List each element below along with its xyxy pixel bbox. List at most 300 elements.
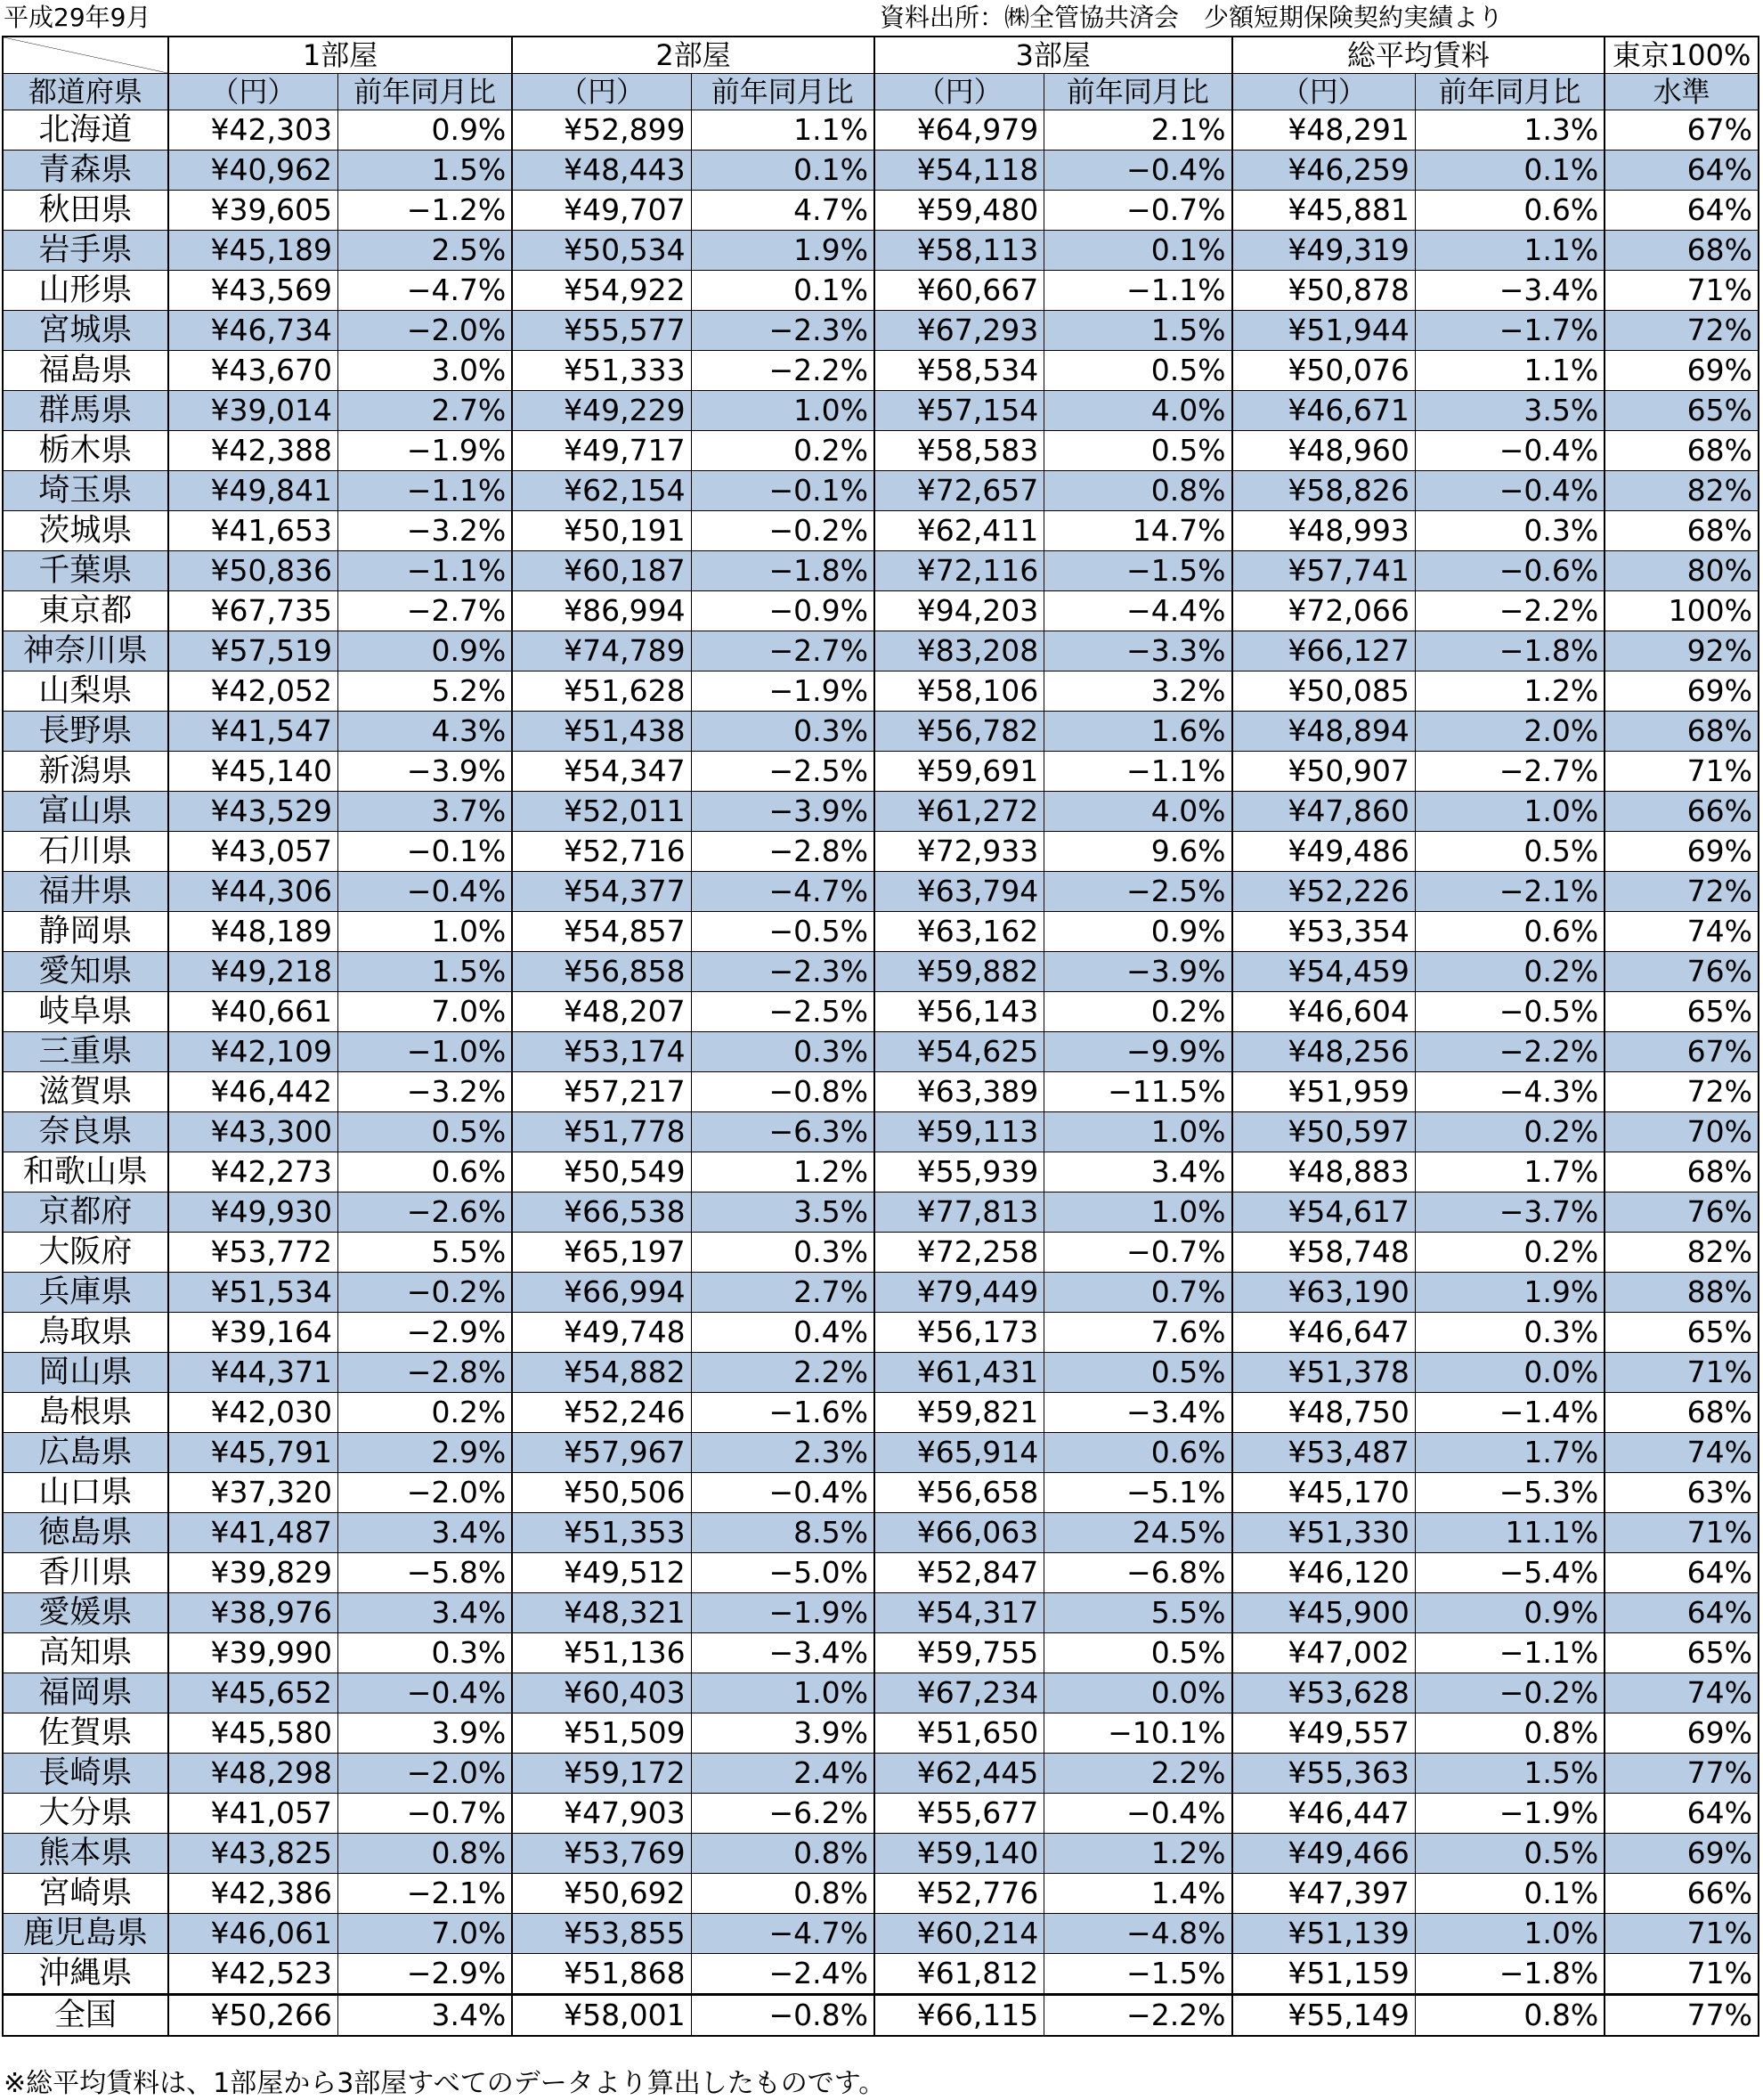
rent-2room-cell: ¥53,174 [512,1032,691,1072]
rent-1room-cell: ¥42,109 [168,1032,338,1072]
rent-avg-cell: ¥48,291 [1232,110,1416,151]
rent-2room-cell: ¥52,246 [512,1393,691,1433]
rent-2room-cell: ¥60,403 [512,1673,691,1713]
yoy-avg-cell: 3.5% [1415,391,1605,431]
yoy-2room-cell: −6.2% [691,1794,874,1834]
yoy-3room-cell: −2.2% [1044,1995,1232,2037]
rent-1room-cell: ¥42,052 [168,672,338,712]
col-header-2room-yoy: 前年同月比 [691,74,874,110]
yoy-3room-cell: −6.8% [1044,1553,1232,1593]
yoy-1room-cell: −2.0% [338,1473,513,1513]
rent-3room-cell: ¥63,162 [874,912,1044,952]
yoy-avg-cell: 1.5% [1415,1754,1605,1794]
yoy-2room-cell: 3.5% [691,1192,874,1233]
prefecture-cell: 全国 [3,1995,168,2037]
level-cell: 66% [1605,792,1759,832]
level-cell: 65% [1605,391,1759,431]
rent-avg-cell: ¥49,486 [1232,832,1416,872]
rent-3room-cell: ¥56,782 [874,712,1044,752]
yoy-2room-cell: −6.3% [691,1112,874,1152]
prefecture-cell: 富山県 [3,792,168,832]
yoy-3room-cell: 3.4% [1044,1152,1232,1192]
yoy-1room-cell: −0.1% [338,832,513,872]
yoy-2room-cell: −1.8% [691,551,874,591]
rent-1room-cell: ¥39,014 [168,391,338,431]
rent-1room-cell: ¥45,652 [168,1673,338,1713]
yoy-avg-cell: 0.2% [1415,1233,1605,1273]
yoy-3room-cell: −4.8% [1044,1914,1232,1954]
yoy-3room-cell: −9.9% [1044,1032,1232,1072]
yoy-avg-cell: 0.9% [1415,1593,1605,1633]
yoy-3room-cell: −0.7% [1044,1233,1232,1273]
rent-3room-cell: ¥67,293 [874,311,1044,351]
rent-avg-cell: ¥53,487 [1232,1433,1416,1473]
yoy-1room-cell: −0.4% [338,1673,513,1713]
rent-1room-cell: ¥43,825 [168,1834,338,1874]
level-cell: 64% [1605,1794,1759,1834]
yoy-avg-cell: 2.0% [1415,712,1605,752]
rent-2room-cell: ¥52,011 [512,792,691,832]
yoy-avg-cell: −2.7% [1415,752,1605,792]
prefecture-cell: 山梨県 [3,672,168,712]
rent-avg-cell: ¥48,256 [1232,1032,1416,1072]
table-row [3,311,1759,351]
rent-1room-cell: ¥38,976 [168,1593,338,1633]
yoy-3room-cell: 1.0% [1044,1112,1232,1152]
yoy-3room-cell: −5.1% [1044,1473,1232,1513]
rent-3room-cell: ¥55,677 [874,1794,1044,1834]
rent-avg-cell: ¥58,748 [1232,1233,1416,1273]
prefecture-cell: 埼玉県 [3,471,168,511]
level-cell: 68% [1605,231,1759,271]
yoy-3room-cell: 0.9% [1044,912,1232,952]
rent-1room-cell: ¥49,930 [168,1192,338,1233]
rent-3room-cell: ¥59,691 [874,752,1044,792]
corner-cell [3,37,168,74]
yoy-3room-cell: −2.5% [1044,872,1232,912]
prefecture-cell: 長野県 [3,712,168,752]
rent-avg-cell: ¥50,076 [1232,351,1416,391]
rent-2room-cell: ¥50,692 [512,1874,691,1914]
yoy-1room-cell: −1.9% [338,431,513,471]
yoy-3room-cell: 4.0% [1044,391,1232,431]
yoy-2room-cell: 0.4% [691,1313,874,1353]
rent-1room-cell: ¥45,580 [168,1713,338,1754]
table-row [3,712,1759,752]
rent-avg-cell: ¥46,647 [1232,1313,1416,1353]
yoy-2room-cell: 1.2% [691,1152,874,1192]
prefecture-cell: 島根県 [3,1393,168,1433]
rent-avg-cell: ¥72,066 [1232,591,1416,631]
rent-1room-cell: ¥41,057 [168,1794,338,1834]
prefecture-cell: 岡山県 [3,1353,168,1393]
rent-1room-cell: ¥41,653 [168,511,338,551]
table-row [3,231,1759,271]
rent-2room-cell: ¥66,994 [512,1273,691,1313]
yoy-1room-cell: −2.1% [338,1874,513,1914]
rent-1room-cell: ¥39,990 [168,1633,338,1673]
rent-3room-cell: ¥58,106 [874,672,1044,712]
rent-2room-cell: ¥55,577 [512,311,691,351]
yoy-1room-cell: −2.7% [338,591,513,631]
level-cell: 69% [1605,351,1759,391]
prefecture-cell: 滋賀県 [3,1072,168,1112]
yoy-avg-cell: −2.1% [1415,872,1605,912]
prefecture-cell: 千葉県 [3,551,168,591]
table-row [3,351,1759,391]
table-row [3,551,1759,591]
rent-3room-cell: ¥51,650 [874,1713,1044,1754]
yoy-3room-cell: −1.1% [1044,752,1232,792]
table-row [3,872,1759,912]
rent-avg-cell: ¥57,741 [1232,551,1416,591]
rent-avg-cell: ¥63,190 [1232,1273,1416,1313]
yoy-3room-cell: 3.2% [1044,672,1232,712]
yoy-avg-cell: 0.3% [1415,511,1605,551]
table-row [3,1633,1759,1673]
yoy-3room-cell: −3.4% [1044,1393,1232,1433]
yoy-3room-cell: 0.5% [1044,1353,1232,1393]
prefecture-cell: 新潟県 [3,752,168,792]
yoy-3room-cell: 24.5% [1044,1513,1232,1553]
report-date: 平成29年9月 [4,3,151,32]
rent-3room-cell: ¥72,933 [874,832,1044,872]
yoy-1room-cell: 2.9% [338,1433,513,1473]
yoy-1room-cell: −2.6% [338,1192,513,1233]
yoy-avg-cell: −3.7% [1415,1192,1605,1233]
yoy-2room-cell: 2.2% [691,1353,874,1393]
rent-2room-cell: ¥49,748 [512,1313,691,1353]
yoy-avg-cell: −0.6% [1415,551,1605,591]
rent-3room-cell: ¥72,258 [874,1233,1044,1273]
table-row [3,1473,1759,1513]
yoy-3room-cell: −0.7% [1044,191,1232,231]
level-cell: 67% [1605,1032,1759,1072]
yoy-2room-cell: −2.3% [691,952,874,992]
prefecture-cell: 石川県 [3,832,168,872]
rent-3room-cell: ¥59,480 [874,191,1044,231]
level-cell: 69% [1605,1713,1759,1754]
rent-2room-cell: ¥58,001 [512,1995,691,2037]
yoy-2room-cell: −5.0% [691,1553,874,1593]
table-row [3,1553,1759,1593]
table-row [3,1273,1759,1313]
yoy-1room-cell: −2.8% [338,1353,513,1393]
col-header-avg-yen: （円） [1232,74,1416,110]
yoy-avg-cell: −4.3% [1415,1072,1605,1112]
rent-2room-cell: ¥51,509 [512,1713,691,1754]
yoy-2room-cell: −2.7% [691,631,874,672]
rent-2room-cell: ¥51,136 [512,1633,691,1673]
yoy-2room-cell: 0.8% [691,1834,874,1874]
rent-3room-cell: ¥56,173 [874,1313,1044,1353]
rent-avg-cell: ¥48,894 [1232,712,1416,752]
level-cell: 82% [1605,1233,1759,1273]
prefecture-cell: 岩手県 [3,231,168,271]
yoy-avg-cell: 0.6% [1415,191,1605,231]
yoy-1room-cell: −3.2% [338,511,513,551]
rent-3room-cell: ¥56,658 [874,1473,1044,1513]
rent-avg-cell: ¥55,149 [1232,1995,1416,2037]
table-row [3,1192,1759,1233]
rent-2room-cell: ¥54,922 [512,271,691,311]
yoy-2room-cell: 0.1% [691,151,874,191]
rent-2room-cell: ¥86,994 [512,591,691,631]
yoy-avg-cell: 0.3% [1415,1313,1605,1353]
prefecture-cell: 熊本県 [3,1834,168,1874]
yoy-avg-cell: −5.3% [1415,1473,1605,1513]
table-row [3,1874,1759,1914]
table-row [3,1834,1759,1874]
yoy-1room-cell: 0.5% [338,1112,513,1152]
prefecture-cell: 福島県 [3,351,168,391]
rent-avg-cell: ¥51,330 [1232,1513,1416,1553]
rent-3room-cell: ¥59,882 [874,952,1044,992]
yoy-avg-cell: 1.9% [1415,1273,1605,1313]
rent-1room-cell: ¥49,841 [168,471,338,511]
rent-2room-cell: ¥52,716 [512,832,691,872]
prefecture-cell: 愛知県 [3,952,168,992]
yoy-avg-cell: 0.8% [1415,1713,1605,1754]
prefecture-cell: 鳥取県 [3,1313,168,1353]
rent-3room-cell: ¥61,272 [874,792,1044,832]
prefecture-cell: 長崎県 [3,1754,168,1794]
rent-2room-cell: ¥49,512 [512,1553,691,1593]
yoy-3room-cell: −11.5% [1044,1072,1232,1112]
rent-1room-cell: ¥41,487 [168,1513,338,1553]
yoy-1room-cell: 3.4% [338,1593,513,1633]
rent-3room-cell: ¥59,140 [874,1834,1044,1874]
yoy-2room-cell: 1.0% [691,391,874,431]
rent-3room-cell: ¥55,939 [874,1152,1044,1192]
yoy-avg-cell: −1.8% [1415,631,1605,672]
rent-1room-cell: ¥39,829 [168,1553,338,1593]
yoy-2room-cell: 1.0% [691,1673,874,1713]
rent-1room-cell: ¥43,300 [168,1112,338,1152]
yoy-1room-cell: 1.0% [338,912,513,952]
table-row [3,1433,1759,1473]
level-cell: 76% [1605,1192,1759,1233]
yoy-avg-cell: 1.0% [1415,1914,1605,1954]
yoy-avg-cell: 1.7% [1415,1433,1605,1473]
table-row [3,431,1759,471]
rent-3room-cell: ¥66,115 [874,1995,1044,2037]
yoy-avg-cell: −2.2% [1415,591,1605,631]
rent-1room-cell: ¥53,772 [168,1233,338,1273]
level-cell: 68% [1605,712,1759,752]
yoy-avg-cell: −2.2% [1415,1032,1605,1072]
rent-2room-cell: ¥54,347 [512,752,691,792]
rent-1room-cell: ¥44,371 [168,1353,338,1393]
yoy-avg-cell: −5.4% [1415,1553,1605,1593]
table-row [3,1072,1759,1112]
rent-3room-cell: ¥67,234 [874,1673,1044,1713]
yoy-1room-cell: 3.4% [338,1995,513,2037]
rent-3room-cell: ¥65,914 [874,1433,1044,1473]
yoy-avg-cell: −3.4% [1415,271,1605,311]
level-cell: 65% [1605,992,1759,1032]
level-cell: 77% [1605,1754,1759,1794]
rent-3room-cell: ¥63,389 [874,1072,1044,1112]
yoy-2room-cell: 0.1% [691,271,874,311]
yoy-2room-cell: −0.5% [691,912,874,952]
level-cell: 72% [1605,1072,1759,1112]
prefecture-cell: 福岡県 [3,1673,168,1713]
yoy-1room-cell: 5.2% [338,672,513,712]
rent-avg-cell: ¥46,604 [1232,992,1416,1032]
prefecture-cell: 香川県 [3,1553,168,1593]
level-cell: 74% [1605,1433,1759,1473]
rent-avg-cell: ¥54,459 [1232,952,1416,992]
rent-3room-cell: ¥60,667 [874,271,1044,311]
rent-2room-cell: ¥50,534 [512,231,691,271]
rent-1room-cell: ¥43,529 [168,792,338,832]
rent-avg-cell: ¥58,826 [1232,471,1416,511]
rent-3room-cell: ¥62,411 [874,511,1044,551]
yoy-1room-cell: −0.4% [338,872,513,912]
yoy-avg-cell: 0.6% [1415,912,1605,952]
level-cell: 71% [1605,271,1759,311]
yoy-3room-cell: 4.0% [1044,792,1232,832]
col-header-1room-yen: （円） [168,74,338,110]
prefecture-cell: 大分県 [3,1794,168,1834]
sub-header-row [3,74,1759,110]
rent-1room-cell: ¥46,061 [168,1914,338,1954]
table-row [3,391,1759,431]
yoy-avg-cell: −1.4% [1415,1393,1605,1433]
yoy-3room-cell: 1.5% [1044,311,1232,351]
prefecture-cell: 東京都 [3,591,168,631]
yoy-2room-cell: 3.9% [691,1713,874,1754]
group-2-room: 2部屋 [512,37,874,74]
rent-avg-cell: ¥46,120 [1232,1553,1416,1593]
rent-table [2,36,1759,2037]
rent-3room-cell: ¥58,583 [874,431,1044,471]
rent-avg-cell: ¥48,750 [1232,1393,1416,1433]
level-cell: 71% [1605,1513,1759,1553]
level-cell: 71% [1605,1353,1759,1393]
level-cell: 68% [1605,511,1759,551]
yoy-3room-cell: −4.4% [1044,591,1232,631]
level-cell: 65% [1605,1633,1759,1673]
footnote: ※総平均賃料は、1部屋から3部屋すべてのデータより算出したものです。 [4,2068,886,2099]
yoy-1room-cell: 3.0% [338,351,513,391]
table-row [3,752,1759,792]
prefecture-cell: 奈良県 [3,1112,168,1152]
rent-avg-cell: ¥51,378 [1232,1353,1416,1393]
yoy-avg-cell: −1.7% [1415,311,1605,351]
rent-2room-cell: ¥48,207 [512,992,691,1032]
yoy-1room-cell: 3.4% [338,1513,513,1553]
yoy-2room-cell: −0.1% [691,471,874,511]
yoy-3room-cell: 0.0% [1044,1673,1232,1713]
table-row [3,1112,1759,1152]
rent-1room-cell: ¥46,734 [168,311,338,351]
level-cell: 65% [1605,1313,1759,1353]
prefecture-cell: 徳島県 [3,1513,168,1553]
table-row [3,1593,1759,1633]
col-header-3room-yoy: 前年同月比 [1044,74,1232,110]
rent-2room-cell: ¥51,333 [512,351,691,391]
prefecture-cell: 山形県 [3,271,168,311]
rent-2room-cell: ¥54,377 [512,872,691,912]
yoy-1room-cell: 0.6% [338,1152,513,1192]
rent-2room-cell: ¥56,858 [512,952,691,992]
rent-avg-cell: ¥53,628 [1232,1673,1416,1713]
level-cell: 70% [1605,1112,1759,1152]
rent-3room-cell: ¥64,979 [874,110,1044,151]
prefecture-cell: 高知県 [3,1633,168,1673]
table-row [3,952,1759,992]
level-cell: 72% [1605,311,1759,351]
level-cell: 64% [1605,1553,1759,1593]
yoy-3room-cell: 1.2% [1044,1834,1232,1874]
rent-1room-cell: ¥40,661 [168,992,338,1032]
rent-1room-cell: ¥43,569 [168,271,338,311]
level-cell: 68% [1605,1152,1759,1192]
yoy-3room-cell: 5.5% [1044,1593,1232,1633]
table-row [3,1353,1759,1393]
rent-2room-cell: ¥50,506 [512,1473,691,1513]
rent-1room-cell: ¥45,189 [168,231,338,271]
rent-avg-cell: ¥48,993 [1232,511,1416,551]
yoy-1room-cell: 2.5% [338,231,513,271]
rent-avg-cell: ¥53,354 [1232,912,1416,952]
yoy-avg-cell: 0.2% [1415,952,1605,992]
rent-avg-cell: ¥47,397 [1232,1874,1416,1914]
yoy-1room-cell: 0.3% [338,1633,513,1673]
rent-1room-cell: ¥48,189 [168,912,338,952]
yoy-2room-cell: 1.1% [691,110,874,151]
rent-3room-cell: ¥61,431 [874,1353,1044,1393]
rent-1room-cell: ¥44,306 [168,872,338,912]
rent-avg-cell: ¥47,860 [1232,792,1416,832]
rent-1room-cell: ¥40,962 [168,151,338,191]
rent-1room-cell: ¥43,057 [168,832,338,872]
rent-avg-cell: ¥49,557 [1232,1713,1416,1754]
rent-2room-cell: ¥62,154 [512,471,691,511]
yoy-2room-cell: −1.9% [691,672,874,712]
prefecture-cell: 茨城県 [3,511,168,551]
table-row [3,110,1759,151]
yoy-3room-cell: 14.7% [1044,511,1232,551]
rent-2room-cell: ¥49,717 [512,431,691,471]
rent-3room-cell: ¥60,214 [874,1914,1044,1954]
yoy-2room-cell: 4.7% [691,191,874,231]
yoy-1room-cell: 7.0% [338,992,513,1032]
rent-2room-cell: ¥50,191 [512,511,691,551]
rent-2room-cell: ¥51,438 [512,712,691,752]
rent-1room-cell: ¥50,836 [168,551,338,591]
rent-3room-cell: ¥83,208 [874,631,1044,672]
level-cell: 69% [1605,672,1759,712]
yoy-2room-cell: 1.9% [691,231,874,271]
yoy-2room-cell: −3.9% [691,792,874,832]
yoy-1room-cell: 2.7% [338,391,513,431]
yoy-2room-cell: −0.8% [691,1072,874,1112]
rent-3room-cell: ¥72,116 [874,551,1044,591]
yoy-1room-cell: −1.1% [338,551,513,591]
table-row [3,1914,1759,1954]
rent-1room-cell: ¥50,266 [168,1995,338,2037]
yoy-3room-cell: 2.1% [1044,110,1232,151]
rent-3room-cell: ¥58,113 [874,231,1044,271]
rent-avg-cell: ¥55,363 [1232,1754,1416,1794]
rent-2room-cell: ¥52,899 [512,110,691,151]
table-row [3,1754,1759,1794]
rent-1room-cell: ¥48,298 [168,1754,338,1794]
level-cell: 68% [1605,431,1759,471]
